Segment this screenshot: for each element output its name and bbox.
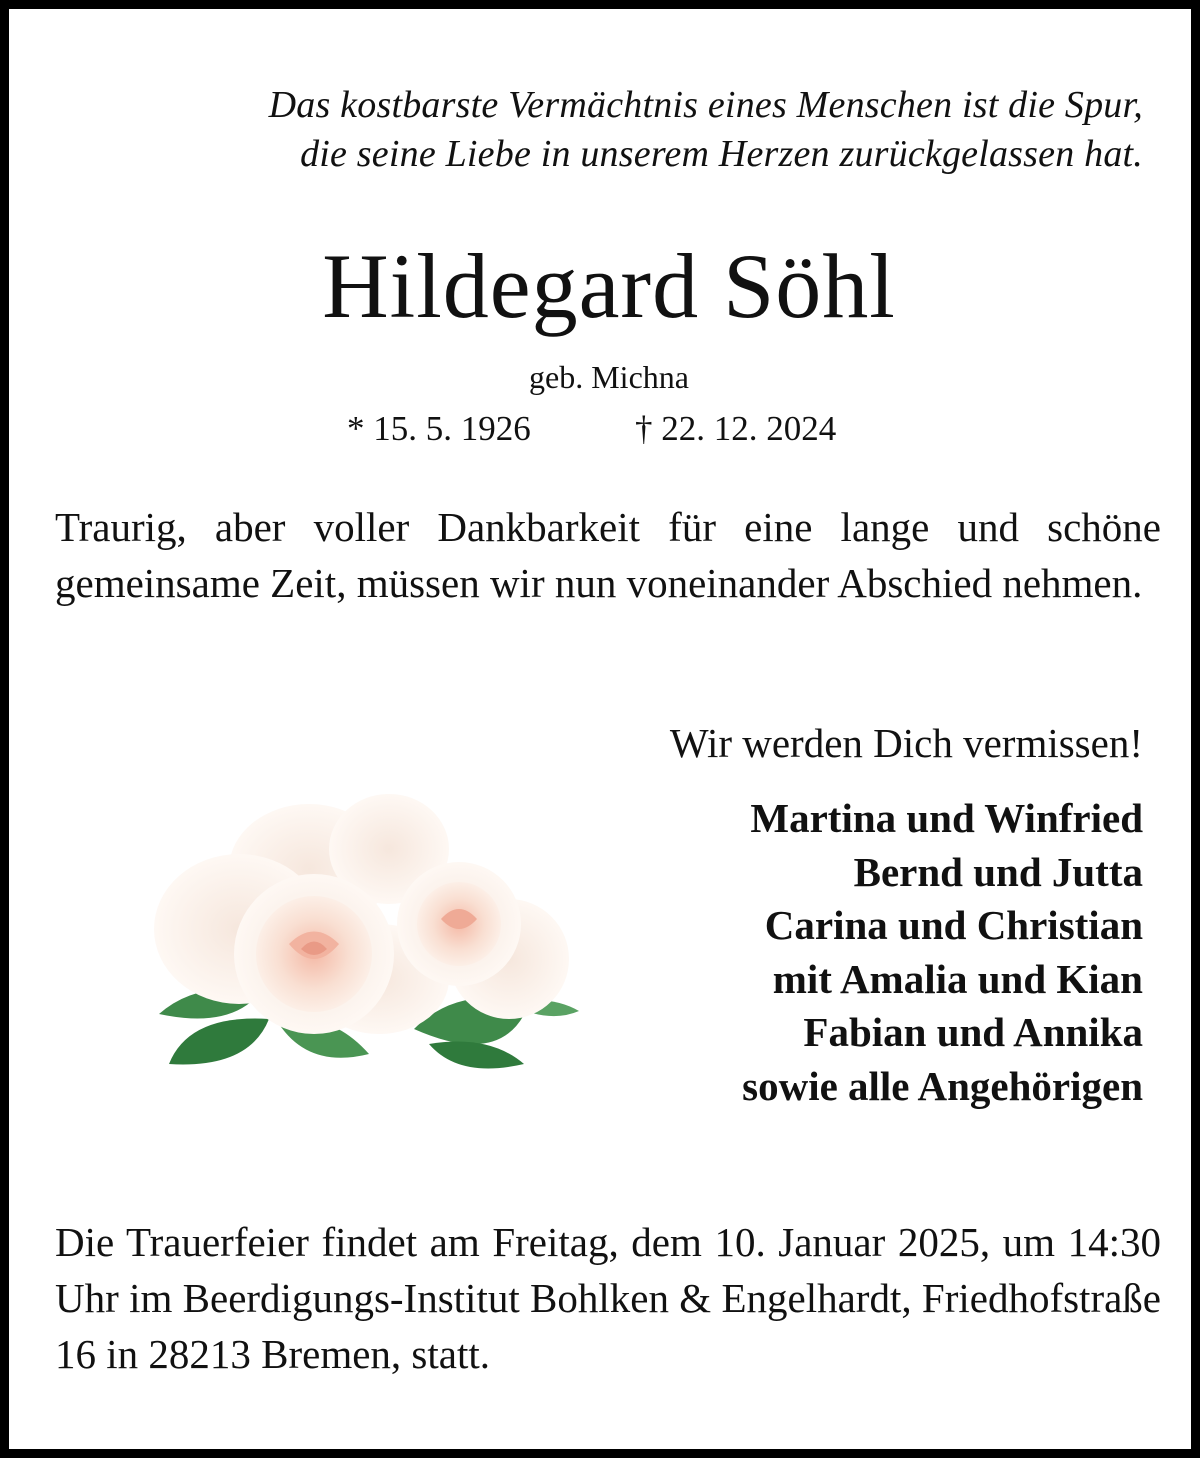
birth-date: * 15. 5. 1926 <box>347 409 531 448</box>
mourners-list <box>742 792 1143 1113</box>
mourner-name: Martina und Winfried <box>750 795 1143 841</box>
farewell-message: Traurig, aber voller Dankbarkeit für eine lange und schöne gemeinsame Zeit, müssen wir nun voneinander Abschied nehmen. <box>55 504 1161 606</box>
mourner-name: sowie alle Angehörigen <box>742 1062 1143 1109</box>
closing-line: Wir werden Dich vermissen! <box>669 720 1143 766</box>
roses-image <box>129 779 589 1089</box>
mourner-name: Bernd und Jutta <box>853 848 1143 895</box>
death-date: † 22. 12. 2024 <box>635 409 837 448</box>
mourner-name: Fabian und Annika <box>803 1009 1143 1055</box>
mourner-name: mit Amalia und Kian <box>772 955 1143 1002</box>
deceased-name: Hildegard Söhl <box>322 235 896 337</box>
birth-name: geb. Michna <box>529 359 689 395</box>
motto-line-1: Das kostbarste Vermächtnis eines Menschen ist die Spur, <box>268 84 1143 126</box>
motto-quote <box>143 81 1143 179</box>
funeral-details: Die Trauerfeier findet am Freitag, dem 10. Januar 2025, um 14:30 Uhr im Beerdigungs-Institut Bohlken & Engelhardt, Friedhofstraße 16 in 28213 Bremen, statt. <box>55 1219 1161 1377</box>
motto-line-2: die seine Liebe in unserem Herzen zurückgelassen hat. <box>300 133 1143 175</box>
mourner-name: Carina und Christian <box>764 902 1143 948</box>
